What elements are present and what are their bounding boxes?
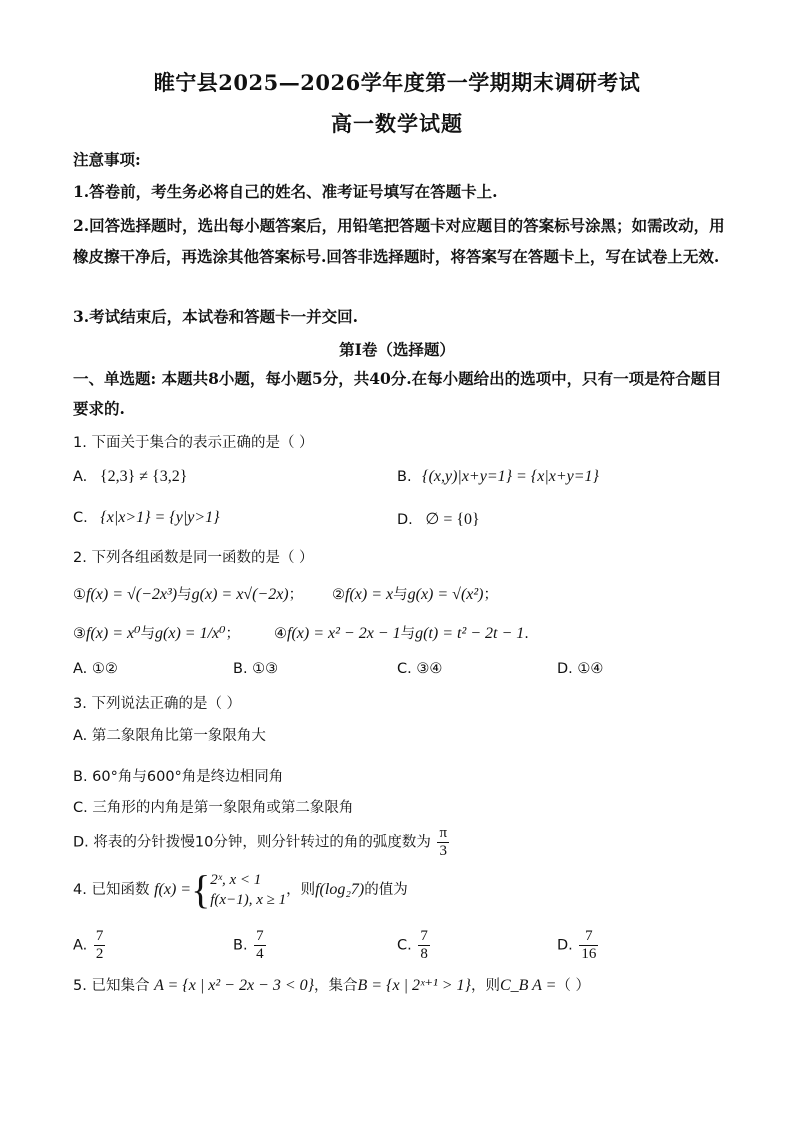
- q1-option-d-text: ∅ = {0}: [425, 511, 480, 528]
- q2-item-4: ④f(x) = x² − 2x − 1与g(t) = t² − 2t − 1.: [274, 625, 529, 642]
- q1-option-b-text: {(x,y)|x+y=1} = {x|x+y=1}: [422, 468, 599, 485]
- q4-stem-end: 的值为: [364, 882, 408, 898]
- q2-item-3-g: g(x) = 1/x⁰: [155, 625, 226, 642]
- q2-item-3-sep: 与: [140, 626, 156, 642]
- notice-item-1: 1.答卷前，考生务必将自己的姓名、准考证号填写在答题卡上.: [73, 182, 498, 201]
- q2-item-1: ①f(x) = √(−2x³)与g(x) = x√(−2x)；: [73, 586, 304, 603]
- q4-option-b-fraction: [254, 928, 266, 963]
- q4-pieces: [210, 870, 286, 910]
- q4-option-a: [73, 928, 107, 963]
- q5-then: ，则: [470, 978, 500, 994]
- q3-option-a: A. 第二象限角比第一象限角大: [73, 728, 266, 744]
- q1-option-c-label: C.: [73, 510, 88, 526]
- q3-option-d-den: 3: [439, 843, 447, 859]
- q1-option-d: [397, 509, 480, 529]
- q2-item-2-g: g(x) = √(x²): [407, 586, 484, 603]
- q4-option-d-label: D.: [557, 937, 573, 954]
- q1-option-d-label: D.: [397, 512, 413, 528]
- q4-option-a-label: A.: [73, 937, 88, 954]
- notice-item-2: 2.回答选择题时，选出每小题答案后，用铅笔把答题卡对应题目的答案标号涂黑；如需改动，用橡皮擦干净后，再选涂其他答案标号.回答非选择题时，将答案写在答题卡上，写在试卷上无效.: [73, 216, 725, 266]
- q2-item-3-f: f(x) = x⁰: [86, 625, 141, 642]
- q4-option-b-den: 4: [256, 946, 264, 962]
- q3-option-c: C. 三角形的内角是第一象限角或第二象限角: [73, 800, 354, 816]
- q2-option-c: C. ③④: [397, 661, 443, 677]
- q2-item-2-sep: 与: [393, 587, 408, 603]
- q1-option-a-text: {2,3} ≠ {3,2}: [99, 468, 188, 485]
- q4-option-d-num: 7: [579, 928, 598, 946]
- q2-item-1-mark: ①: [73, 587, 86, 603]
- notice-heading: 注意事项:: [73, 150, 141, 169]
- q2-option-d: D. ①④: [557, 661, 604, 677]
- q3-stem: 3. 下列说法正确的是（ ）: [73, 696, 242, 712]
- q4-target: f(log₂7): [315, 881, 365, 898]
- q5-stem: [73, 974, 590, 995]
- q3-option-d-text: D. 将表的分针拨慢10分钟，则分针转过的角的弧度数为: [73, 834, 431, 851]
- exam-title: 睢宁县2025—2026学年度第一学期期末调研考试: [153, 70, 641, 95]
- q4-option-c-num: 7: [420, 928, 428, 944]
- q4-function-lhs: f(x) =: [154, 881, 192, 898]
- q4-option-a-num: 7: [95, 928, 104, 944]
- q1-option-b-label: B.: [397, 469, 412, 485]
- q2-item-1-f: f(x) = √(−2x³): [86, 586, 178, 603]
- q2-item-4-mark: ④: [274, 626, 287, 642]
- q2-item-2-f: f(x) = x: [345, 586, 394, 603]
- q4-option-c: [397, 928, 432, 963]
- q1-option-b: [397, 468, 599, 486]
- q4-case-2: f(x−1), x ≥ 1: [210, 892, 287, 908]
- q4-option-a-fraction: [94, 928, 106, 963]
- q2-item-4-g: g(t) = t² − 2t − 1: [415, 625, 525, 642]
- q4-option-c-fraction: [418, 928, 430, 963]
- q3-option-b: B. 60°角与600°角是终边相同角: [73, 769, 284, 785]
- q5-mid: ，集合: [314, 978, 358, 994]
- part-title: 第Ⅰ卷（选择题）: [339, 340, 455, 359]
- q2-item-4-f: f(x) = x² − 2x − 1: [287, 625, 401, 642]
- q5-set-a: A = {x | x² − 2x − 3 < 0}: [154, 977, 315, 994]
- q1-option-c: [73, 509, 220, 527]
- q5-end: （ ）: [556, 978, 590, 994]
- q1-option-a: [73, 468, 187, 486]
- q2-item-2-mark: ②: [332, 587, 345, 603]
- q4-stem-prefix: 4. 已知函数: [73, 882, 150, 898]
- q2-item-1-sep: 与: [177, 587, 192, 603]
- q4-option-d: [557, 928, 600, 963]
- q4-option-d-fraction: [579, 928, 598, 963]
- q2-item-2: ②f(x) = x与g(x) = √(x²)；: [332, 586, 498, 603]
- q4-option-c-den: 8: [420, 946, 428, 962]
- q5-expression: C_B A =: [499, 977, 557, 994]
- q4-option-a-den: 2: [95, 946, 104, 962]
- q2-option-a: A. ①②: [73, 661, 118, 677]
- q3-option-d-num: π: [439, 825, 448, 841]
- q2-item-1-g: g(x) = x√(−2x): [191, 586, 289, 603]
- q1-option-a-label: A.: [73, 469, 88, 485]
- q1-option-c-text: {x|x>1} = {y|y>1}: [100, 509, 220, 526]
- q3-option-d-fraction: [437, 825, 449, 860]
- q2-stem: 2. 下列各组函数是同一函数的是（ ）: [73, 550, 314, 566]
- q5-set-b: B = {x | 2ˣ⁺¹ > 1}: [357, 977, 471, 994]
- exam-subtitle: 高一数学试题: [331, 111, 463, 136]
- q4-stem: [73, 867, 408, 912]
- q2-item-3: ③f(x) = x⁰与g(x) = 1/x⁰；: [73, 625, 241, 642]
- q4-option-c-label: C.: [397, 937, 412, 954]
- notice-item-3: 3.考试结束后，本试卷和答题卡一并交回.: [73, 307, 359, 326]
- section-1-instructions: 一、单选题: 本题共8小题，每小题5分，共40分.在每小题给出的选项中，只有一项是符合题目要求的.: [73, 369, 722, 418]
- q5-stem-prefix: 5. 已知集合: [73, 978, 150, 994]
- q4-stem-suffix: ，则: [286, 882, 316, 898]
- q1-stem: 1. 下面关于集合的表示正确的是（ ）: [73, 435, 314, 451]
- q2-option-b: B. ①③: [233, 661, 279, 677]
- q4-case-1: 2ˣ, x < 1: [210, 872, 262, 888]
- q4-brace: {: [191, 867, 211, 912]
- q4-option-b-label: B.: [233, 937, 248, 954]
- q4-option-d-den: 16: [581, 946, 597, 962]
- q2-item-3-mark: ③: [73, 626, 86, 642]
- q2-item-4-sep: 与: [400, 626, 416, 642]
- q3-option-d: [73, 825, 451, 860]
- q4-option-b: [233, 928, 268, 963]
- q4-option-b-num: 7: [256, 928, 264, 944]
